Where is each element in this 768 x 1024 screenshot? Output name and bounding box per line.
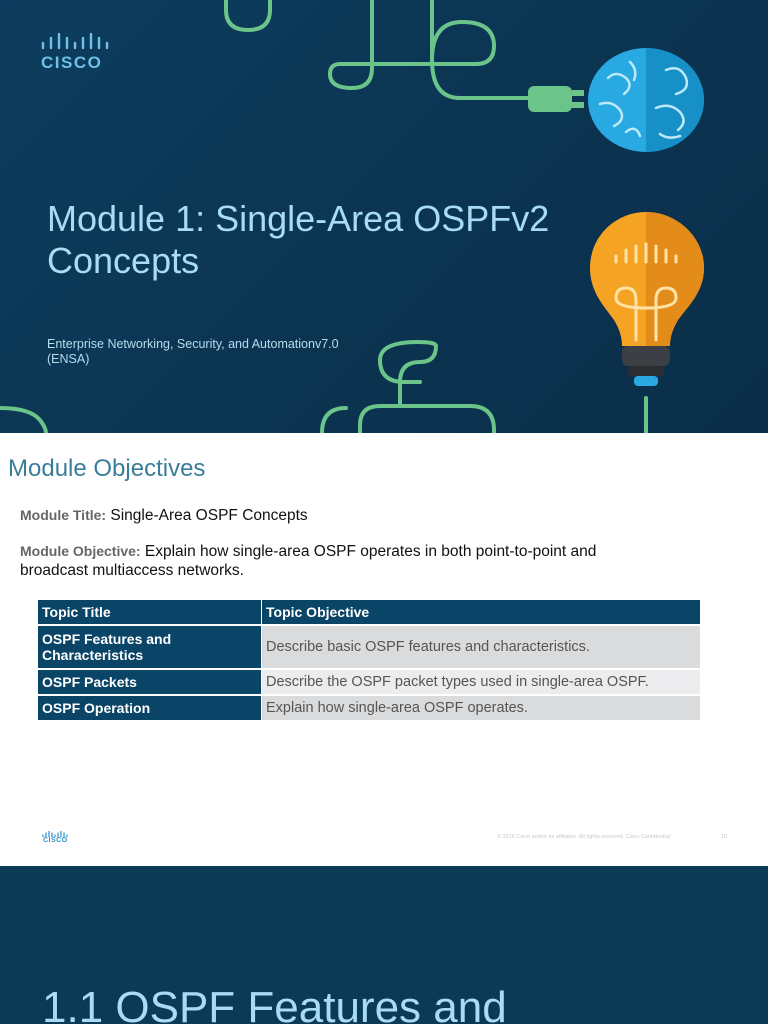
module-objective-line <box>20 542 640 580</box>
topic-objective-cell: Explain how single-area OSPF operates. <box>262 696 700 720</box>
table-header-row <box>38 600 700 624</box>
table-row <box>38 670 700 694</box>
plug-icon <box>528 86 584 112</box>
topic-objective-cell: Describe basic OSPF features and characteristics. <box>262 626 700 668</box>
objectives-slide <box>0 433 768 866</box>
table-row <box>38 626 700 668</box>
course-subtitle <box>47 337 339 367</box>
topic-title-cell: OSPF Packets <box>38 670 261 694</box>
module-title: Module 1: Single-Area OSPFv2 Concepts <box>47 198 550 281</box>
module-objective-colon: : <box>135 543 141 559</box>
module-title-key: Module Title: <box>20 507 107 523</box>
module-title-line <box>20 506 308 525</box>
module-objective-key: Module Objective <box>20 543 136 559</box>
light-bulb-icon <box>590 212 704 386</box>
section-title: 1.1 OSPF Features and <box>42 983 507 1024</box>
topic-title-cell: OSPF Operation <box>38 696 261 720</box>
topic-objective-cell: Describe the OSPF packet types used in single-area OSPF. <box>262 670 700 694</box>
table-row <box>38 696 700 720</box>
table-header-title: Topic Title <box>38 600 261 624</box>
module-objective-value: Explain how single-area OSPF operates in both point-to-point and broadcast multiaccess networks. <box>20 543 597 579</box>
table-header-objective: Topic Objective <box>262 600 700 624</box>
course-subtitle-line2: (ENSA) <box>47 352 90 366</box>
section-slide <box>0 866 768 1024</box>
topics-table <box>37 598 701 722</box>
topic-title-cell: OSPF Features and Characteristics <box>38 626 261 668</box>
footer-cisco-logo-text: CISCO <box>43 837 68 844</box>
footer-copyright: © 2016 Cisco and/or its affiliates. All rights reserved. Cisco Confidential <box>497 834 671 840</box>
brain-icon <box>588 48 704 152</box>
cisco-logo-icon <box>41 33 111 53</box>
page-number: 10 <box>721 834 728 840</box>
title-slide <box>0 0 768 433</box>
module-title-value: Single-Area OSPF Concepts <box>110 507 308 524</box>
course-subtitle-line1: Enterprise Networking, Security, and Automationv7.0 <box>47 337 339 351</box>
objectives-heading: Module Objectives <box>8 455 206 482</box>
cisco-logo-text: CISCO <box>41 53 103 72</box>
